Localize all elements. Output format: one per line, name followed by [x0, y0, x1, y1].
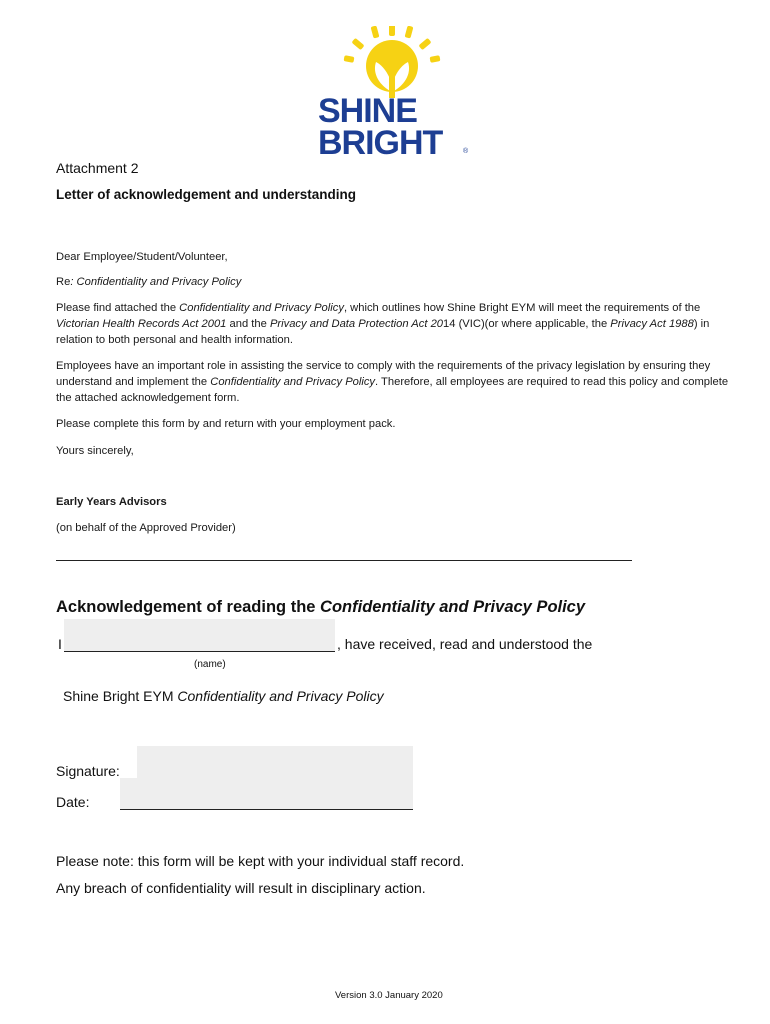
note-1: Please note: this form will be kept with your individual staff record.: [56, 853, 465, 869]
re-line: [56, 274, 241, 290]
signatory: Early Years Advisors: [56, 496, 167, 508]
date-field[interactable]: [120, 778, 413, 809]
name-field-underline: [64, 651, 335, 652]
separator-line: [56, 560, 632, 561]
sun-flower-icon: [318, 26, 468, 98]
shine-bright-logo: [318, 26, 469, 162]
on-behalf: (on behalf of the Approved Provider): [56, 522, 236, 534]
name-caption: (name): [194, 659, 226, 670]
date-underline: [120, 809, 413, 810]
re-prefix: Re: [56, 276, 71, 288]
paragraph-3: Please complete this form by and return with your employment pack.: [56, 418, 396, 430]
salutation: Dear Employee/Student/Volunteer,: [56, 251, 228, 263]
re-subject: : Confidentiality and Privacy Policy: [70, 276, 242, 288]
logo-line-1: SHINE: [318, 92, 417, 130]
attachment-label: Attachment 2: [56, 160, 139, 176]
signature-label: Signature:: [56, 763, 120, 779]
logo-line-2: BRIGHT: [318, 124, 443, 162]
have-received-text: , have received, read and understood the: [337, 636, 593, 652]
letter-title: Letter of acknowledgement and understanding: [56, 187, 357, 202]
paragraph-2: Employees have an important role in assisting the service to comply with the requirements of the privacy legislation by ensuring they understand and implement the Confidentiality and Privacy Policy. Therefore, all employees are required to read this policy and complete the attached acknowledgement form.: [56, 360, 729, 404]
policy-line: Shine Bright EYM Confidentiality and Privacy Policy: [63, 688, 384, 704]
signature-field[interactable]: [137, 746, 413, 778]
name-field[interactable]: [64, 619, 335, 651]
paragraph-1: Please find attached the Confidentiality and Privacy Policy, which outlines how Shine Bright EYM will meet the requirements of the Victorian Health Records Act 2001 and the Privacy and Data Protection Act 2014 (VIC)(or where applicable, the Privacy Act 1988) in relation to both personal and health information.: [56, 302, 710, 346]
date-label: Date:: [56, 794, 90, 810]
version-footer: Version 3.0 January 2020: [335, 990, 443, 1001]
closing: Yours sincerely,: [56, 445, 134, 457]
ack-i-prefix: I: [58, 636, 62, 652]
ack-heading: Acknowledgement of reading the Confidentiality and Privacy Policy: [56, 598, 586, 616]
trademark-symbol: ®: [463, 148, 469, 155]
note-2: Any breach of confidentiality will result in disciplinary action.: [56, 880, 426, 896]
